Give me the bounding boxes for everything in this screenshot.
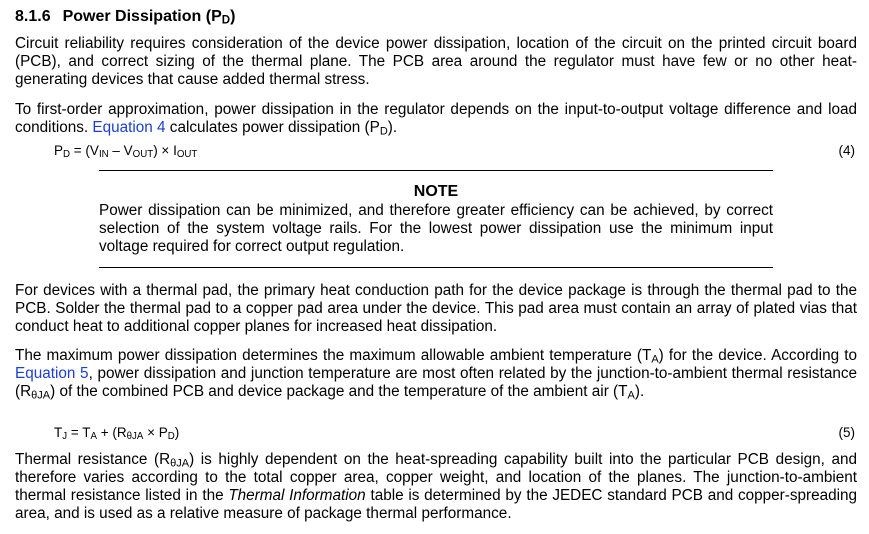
paragraph-first-order: To first-order approximation, power dissipation in the regulator depends on the input-to-output voltage difference and load conditions. Equation 4 calculates power dissipation $(P_D)$.	[15, 101, 857, 138]
equation-4-number: (4)	[838, 143, 855, 158]
thermal-information-reference: Thermal Information	[228, 487, 366, 504]
section-title: Power Dissipation $(P_D)$	[62, 8, 236, 27]
equation-5: $T_J = T_A + (R_{\theta JA} \times P_D)$	[54, 425, 180, 443]
note-top-rule	[99, 170, 773, 171]
section-heading	[15, 7, 235, 27]
equation-5-number: (5)	[838, 425, 855, 440]
note-bottom-rule	[99, 267, 773, 268]
paragraph-thermal-pad: For devices with a thermal pad, the primary heat conduction path for the device package is through the thermal pad to the PCB. Solder the thermal pad to a copper pad area under the device. This pad area must contain an array of plated vias that conduct heat to additional copper planes for increased heat dissipation.	[15, 282, 857, 335]
note-title: NOTE	[413, 183, 459, 200]
equation-4-link[interactable]: Equation 4	[92, 119, 166, 136]
paragraph-thermal-resistance: Thermal resistance $(R_{\theta JA})$ is highly dependent on the heat-spreading capability built into the particular PCB design, and therefore varies according to the total copper area, copper weight, and location of the planes. The junction-to-ambient thermal resistance listed in the Thermal Information table is determined by the JEDEC standard PCB and copper-spreading area, and is used as a relative measure of package thermal performance.	[15, 451, 858, 522]
note-body: Power dissipation can be minimized, and therefore greater efficiency can be achieved, by correct selection of the system voltage rails. For the lowest power dissipation use the minimum input voltage required for correct output regulation.	[99, 202, 773, 255]
equation-4: $P_D = (V_{IN} - V_{OUT}) \times I_{OUT}$	[54, 143, 198, 161]
equation-5-link[interactable]: Equation 5	[15, 365, 89, 382]
paragraph-max-power: The maximum power dissipation determines the maximum allowable ambient temperature $(T_A)$ for the device. According to Equation 5, power dissipation and junction temperature are most often related by the junction-to-ambient thermal resistance $(R_{\theta JA})$ of the combined PCB and device package and the temperature of the ambient air $(T_A)$.	[15, 347, 857, 402]
paragraph-circuit-reliability: Circuit reliability requires consideration of the device power dissipation, location of the circuit on the printed circuit board (PCB), and correct sizing of the thermal plane. The PCB area around the regulator must have few or no other heat-generating devices that cause added thermal stress.	[15, 35, 857, 88]
section-number: 8.1.6	[15, 8, 51, 25]
